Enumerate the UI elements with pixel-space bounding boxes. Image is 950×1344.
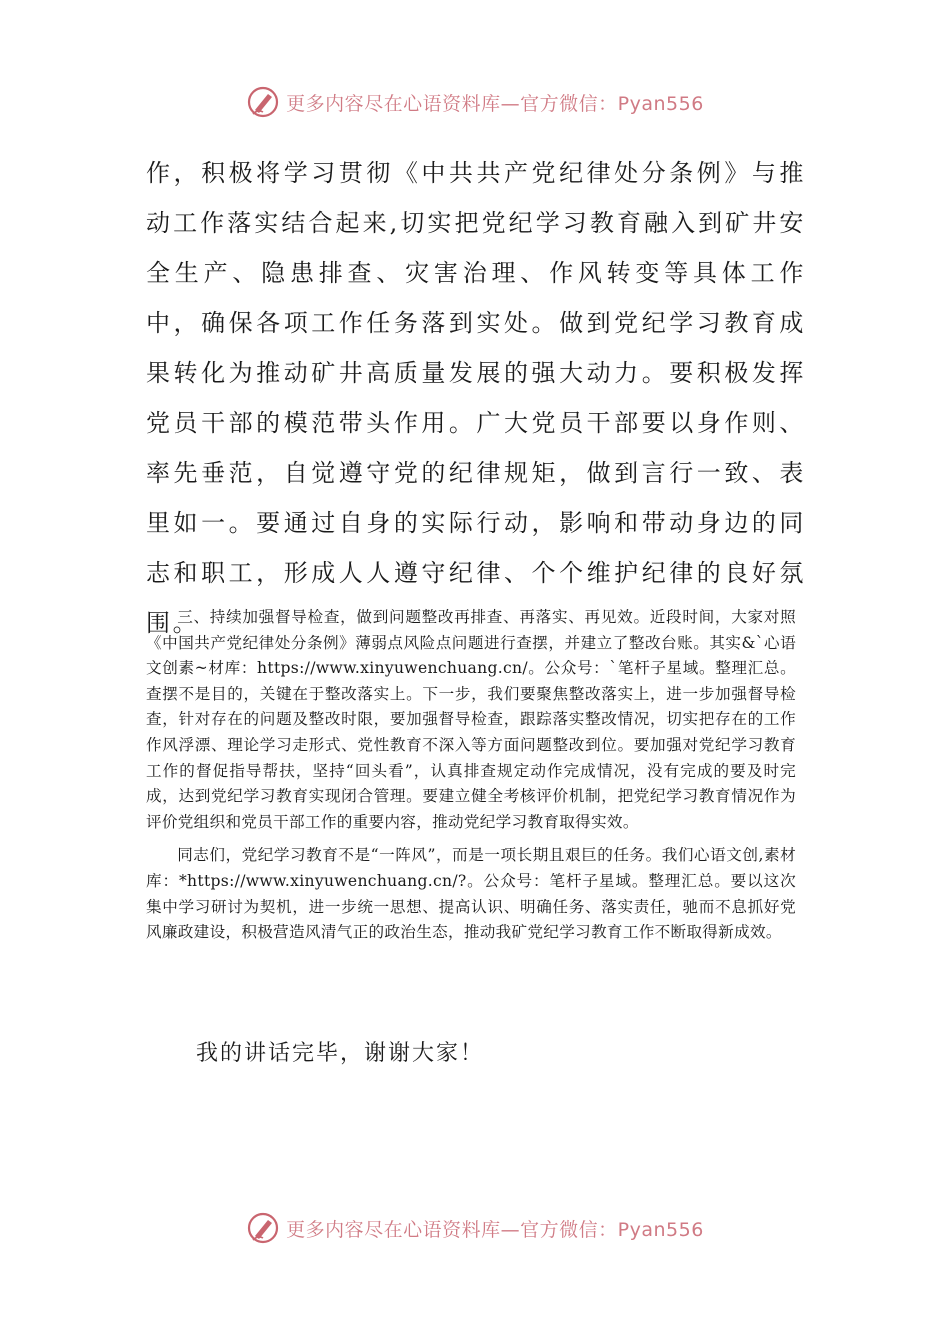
pen-circle-logo-icon	[246, 1211, 280, 1245]
closing-remark: 我的讲话完毕，谢谢大家！	[196, 1041, 485, 1066]
pen-circle-logo-icon	[246, 85, 280, 119]
footer-banner	[0, 1208, 950, 1248]
paragraph-section-three: 三、持续加强督导检查，做到问题整改再排查、再落实、再见效。近段时间，大家对照《中国共产党纪律处分条例》薄弱点风险点问题进行查摆，并建立了整改台账。其实&`心语文创素~材库：https://www.xinyuwenchuang.cn/。公众号：`笔杆子星域。整理汇总。查摆不是目的，关键在于整改落实上。下一步，我们要聚焦整改落实上，进一步加强督导检查，针对存在的问题及整改时限，要加强督导检查，跟踪落实整改情况，切实把存在的工作作风浮漂、理论学习走形式、党性教育不深入等方面问题整改到位。要加强对党纪学习教育工作的督促指导帮扶，坚持“回头看”，认真排查规定动作完成情况，没有完成的要及时完成，达到党纪学习教育实现闭合管理。要建立健全考核评价机制，把党纪学习教育情况作为评价党组织和党员干部工作的重要内容，推动党纪学习教育取得实效。	[146, 608, 796, 831]
paragraph-comrades: 同志们，党纪学习教育不是“一阵风”，而是一项长期且艰巨的任务。我们心语文创,素材库：*https://www.xinyuwenchuang.cn/?。公众号：笔杆子星域。整理汇总。要以这次集中学习研讨为契机，进一步统一思想、提高认识、明确任务、落实责任，驰而不息抓好党风廉政建设，积极营造风清气正的政治生态，推动我矿党纪学习教育工作不断取得新成效。	[146, 846, 796, 942]
banner-text: 更多内容尽在心语资料库—官方微信：Pyan556	[286, 1218, 704, 1241]
header-banner	[0, 82, 950, 122]
body-text-small	[146, 605, 796, 954]
body-text-large	[146, 148, 806, 648]
paragraph-continuation: 作，积极将学习贯彻《中共共产党纪律处分条例》与推动工作落实结合起来,切实把党纪学习教育融入到矿井安全生产、隐患排查、灾害治理、作风转变等具体工作中，确保各项工作任务落到实处。做到党纪学习教育成果转化为推动矿井高质量发展的强大动力。要积极发挥党员干部的模范带头作用。广大党员干部要以身作则、率先垂范，自觉遵守党的纪律规矩，做到言行一致、表里如一。要通过自身的实际行动，影响和带动身边的同志和职工，形成人人遵守纪律、个个维护纪律的良好氛围。	[146, 159, 806, 637]
banner-text: 更多内容尽在心语资料库—官方微信：Pyan556	[286, 92, 704, 115]
